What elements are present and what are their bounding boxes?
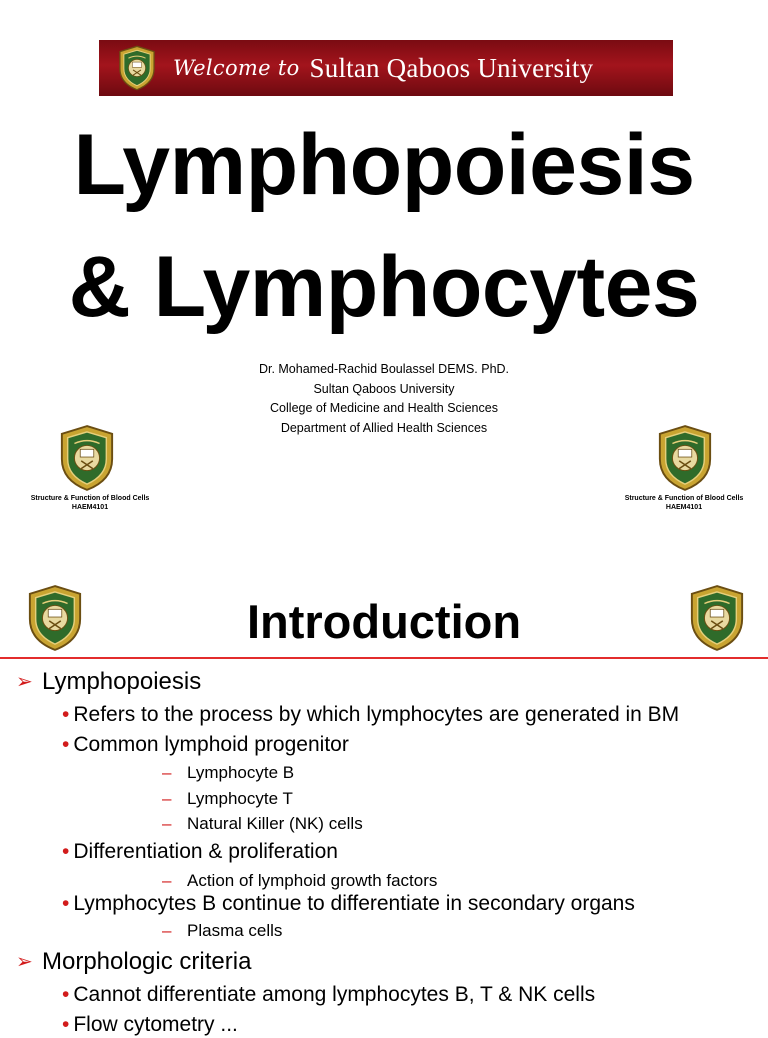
list-item: • Common lymphoid progenitor: [62, 733, 349, 756]
title-rule: [0, 657, 768, 659]
author-college: College of Medicine and Health Sciences: [270, 401, 498, 415]
dash-bullet-icon: –: [162, 921, 172, 940]
banner-university-name: Sultan Qaboos University: [309, 52, 594, 83]
list-item: • Cannot differentiate among lymphocytes B, T & NK cells: [62, 983, 596, 1006]
list-item: ➢ Morphologic criteria: [16, 948, 252, 975]
dot-bullet-icon: •: [62, 840, 70, 863]
banner-welcome-text: Welcome to: [173, 56, 300, 80]
arrow-bullet-icon: ➢: [16, 951, 33, 973]
list-item: • Lymphocytes B continue to differentiate in secondary organs: [62, 892, 635, 915]
dot-bullet-icon: •: [62, 983, 70, 1006]
list-item: – Lymphocyte B: [162, 763, 295, 782]
dot-bullet-icon: •: [62, 1013, 70, 1036]
list-item: ➢ Lymphopoiesis: [16, 668, 202, 695]
list-item: • Refers to the process by which lymphocytes are generated in BM: [62, 703, 680, 726]
course-name: Structure & Function of Blood Cells: [624, 495, 744, 502]
dash-bullet-icon: –: [162, 814, 172, 833]
dot-bullet-icon: •: [62, 892, 70, 915]
list-item: – Lymphocyte T: [162, 789, 293, 808]
intro-title: Introduction: [246, 595, 522, 648]
welcome-banner: [99, 40, 673, 96]
author-department: Department of Allied Health Sciences: [280, 420, 488, 435]
university-seal-icon: [656, 424, 714, 492]
university-seal-icon: [115, 45, 159, 91]
course-code: HAEM4101: [665, 504, 703, 511]
arrow-bullet-icon: ➢: [16, 671, 33, 693]
course-code: HAEM4101: [71, 504, 109, 511]
dash-bullet-icon: –: [162, 789, 172, 808]
list-item: – Natural Killer (NK) cells: [162, 814, 363, 833]
list-item: – Action of lymphoid growth factors: [162, 871, 438, 890]
course-name: Structure & Function of Blood Cells: [30, 495, 150, 502]
course-label-left: [15, 494, 165, 512]
author-name: Dr. Mohamed-Rachid Boulassel DEMS. PhD.: [258, 362, 510, 376]
dot-bullet-icon: •: [62, 733, 70, 756]
university-seal-icon: [58, 424, 116, 492]
dash-bullet-icon: –: [162, 871, 172, 890]
course-label-right: [609, 494, 759, 512]
slide-title-line1: Lymphopoiesis: [73, 117, 695, 213]
author-university: Sultan Qaboos University: [313, 381, 455, 396]
dot-bullet-icon: •: [62, 703, 70, 726]
slide-title-line2: & Lymphocytes: [68, 239, 700, 335]
list-item: – Plasma cells: [162, 921, 283, 940]
slide-divider: [0, 545, 768, 546]
dash-bullet-icon: –: [162, 763, 172, 782]
list-item: • Flow cytometry ...: [62, 1013, 238, 1036]
list-item: • Differentiation & proliferation: [62, 840, 338, 863]
